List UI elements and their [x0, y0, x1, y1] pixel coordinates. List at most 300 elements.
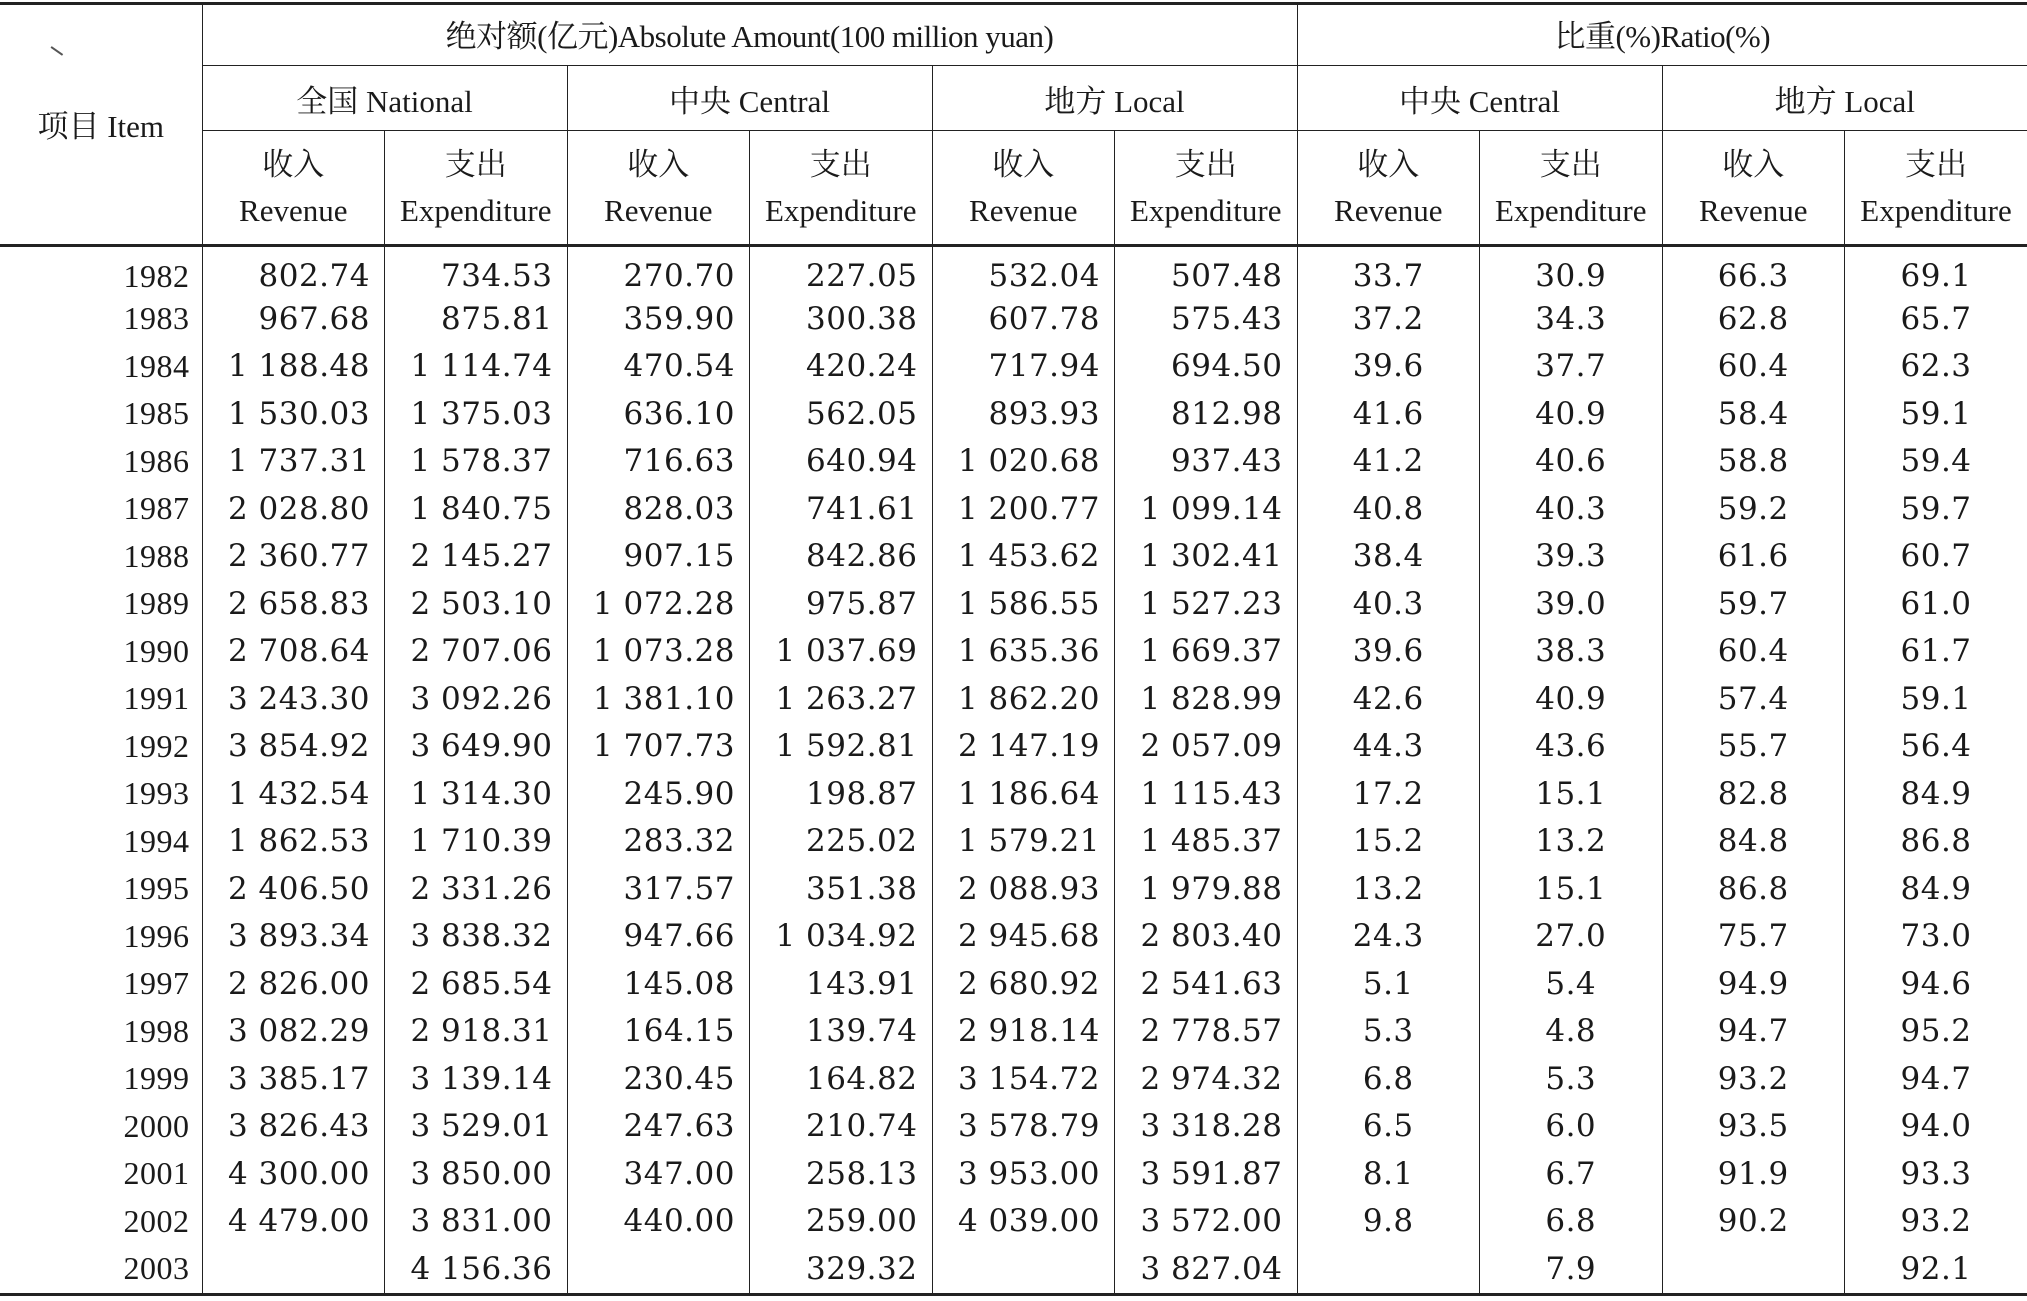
loc-rev-cell: 2 680.92	[932, 960, 1115, 1008]
year-cell: 2002	[0, 1198, 202, 1246]
table-row	[0, 628, 2027, 676]
nat-exp-cell: 1 710.39	[385, 818, 568, 866]
nat-exp-cell: 2 918.31	[385, 1008, 568, 1056]
expenditure-label-en: Expenditure	[1129, 192, 1282, 228]
year-cell: 1997	[0, 960, 202, 1008]
nat-rev-cell: 2 826.00	[202, 960, 385, 1008]
r-loc-exp-cell: 93.2	[1845, 1198, 2027, 1246]
r-cen-exp-cell: 40.9	[1480, 390, 1663, 438]
nat-rev-cell: 3 243.30	[202, 675, 385, 723]
header-row-1	[0, 2, 2027, 66]
cen-exp-cell: 143.91	[750, 960, 933, 1008]
cen-exp-cell: 1 592.81	[750, 723, 933, 771]
r-cen-rev-cell	[1297, 1245, 1480, 1294]
cen-rev-cell: 317.57	[567, 865, 750, 913]
cen-rev-cell: 440.00	[567, 1198, 750, 1246]
header-row-3	[0, 131, 2027, 246]
r-cen-rev-cell: 8.1	[1297, 1150, 1480, 1198]
nat-rev-cell: 4 479.00	[202, 1198, 385, 1246]
r-cen-rev-cell: 37.2	[1297, 295, 1480, 343]
nat-rev-cell: 1 737.31	[202, 438, 385, 486]
cen-rev-cell: 347.00	[567, 1150, 750, 1198]
loc-rev-cell: 532.04	[932, 246, 1115, 296]
r-loc-rev-cell: 84.8	[1662, 818, 1845, 866]
ratio-local-header: 地方 Local	[1662, 66, 2027, 131]
nat-rev-cell: 1 432.54	[202, 770, 385, 818]
loc-exp-cell: 1 669.37	[1115, 628, 1298, 676]
cen-exp-cell: 640.94	[750, 438, 933, 486]
table-body	[0, 246, 2027, 1295]
year-cell: 1998	[0, 1008, 202, 1056]
r-loc-exp-cell: 84.9	[1845, 770, 2027, 818]
table-row	[0, 1150, 2027, 1198]
r-cen-rev-cell: 33.7	[1297, 246, 1480, 296]
r-loc-exp-cell: 65.7	[1845, 295, 2027, 343]
header-row-2	[0, 66, 2027, 131]
r-cen-exp-cell: 37.7	[1480, 343, 1663, 391]
loc-exp-cell: 3 591.87	[1115, 1150, 1298, 1198]
table-row	[0, 818, 2027, 866]
cen-rev-cell: 716.63	[567, 438, 750, 486]
cen-rev-cell: 907.15	[567, 533, 750, 581]
r-cen-rev-cell: 5.1	[1297, 960, 1480, 1008]
nat-exp-cell: 1 114.74	[385, 343, 568, 391]
loc-exp-cell: 3 572.00	[1115, 1198, 1298, 1246]
r-cen-rev-cell: 40.8	[1297, 485, 1480, 533]
r-loc-rev-cell: 60.4	[1662, 628, 1845, 676]
year-cell: 1988	[0, 533, 202, 581]
r-cen-rev-cell: 13.2	[1297, 865, 1480, 913]
expenditure-label-en: Expenditure	[1860, 192, 2012, 228]
cen-exp-cell: 227.05	[750, 246, 933, 296]
nat-exp-cell: 2 685.54	[385, 960, 568, 1008]
nat-rev-cell: 2 708.64	[202, 628, 385, 676]
loc-exp-cell: 2 057.09	[1115, 723, 1298, 771]
table-row	[0, 960, 2027, 1008]
ratio-header: 比重(%)Ratio(%)	[1297, 2, 2027, 66]
cen-exp-cell: 842.86	[750, 533, 933, 581]
r-loc-exp-cell: 59.1	[1845, 390, 2027, 438]
r-loc-exp-cell: 61.7	[1845, 628, 2027, 676]
cen-exp-cell: 139.74	[750, 1008, 933, 1056]
r-loc-exp-cell: 94.6	[1845, 960, 2027, 1008]
r-cen-exp-cell: 38.3	[1480, 628, 1663, 676]
r-cen-exp-cell: 5.4	[1480, 960, 1663, 1008]
nat-exp-cell: 3 139.14	[385, 1055, 568, 1103]
loc-exp-cell: 1 979.88	[1115, 865, 1298, 913]
revenue-label-en: Revenue	[1699, 192, 1808, 228]
cen-rev-cell: 1 072.28	[567, 580, 750, 628]
cen-exp-cell: 225.02	[750, 818, 933, 866]
table-row	[0, 343, 2027, 391]
r-loc-rev-cell: 60.4	[1662, 343, 1845, 391]
nat-exp-cell: 2 707.06	[385, 628, 568, 676]
r-loc-exp-cell: 84.9	[1845, 865, 2027, 913]
r-cen-rev-cell: 24.3	[1297, 913, 1480, 961]
nat-exp-cell: 1 314.30	[385, 770, 568, 818]
r-loc-rev-cell: 62.8	[1662, 295, 1845, 343]
r-cen-exp-cell: 39.0	[1480, 580, 1663, 628]
revenue-label-en: Revenue	[239, 192, 348, 228]
year-cell: 1989	[0, 580, 202, 628]
nat-exp-cell: 1 375.03	[385, 390, 568, 438]
cen-rev-cell: 230.45	[567, 1055, 750, 1103]
r-loc-exp-cell: 95.2	[1845, 1008, 2027, 1056]
nat-exp-cell: 3 850.00	[385, 1150, 568, 1198]
table-row	[0, 913, 2027, 961]
expenditure-label-cn: 支出	[1539, 146, 1602, 182]
nat-rev-cell: 1 188.48	[202, 343, 385, 391]
local-expenditure-header	[1115, 131, 1298, 246]
r-loc-rev-cell: 75.7	[1662, 913, 1845, 961]
nat-exp-cell: 3 831.00	[385, 1198, 568, 1246]
nat-exp-cell: 2 503.10	[385, 580, 568, 628]
r-cen-exp-cell: 6.7	[1480, 1150, 1663, 1198]
r-loc-exp-cell: 59.7	[1845, 485, 2027, 533]
revenue-label-en: Revenue	[604, 192, 713, 228]
loc-rev-cell: 2 918.14	[932, 1008, 1115, 1056]
cen-rev-cell: 947.66	[567, 913, 750, 961]
national-expenditure-header	[385, 131, 568, 246]
loc-exp-cell: 3 827.04	[1115, 1245, 1298, 1294]
table-row	[0, 485, 2027, 533]
r-cen-rev-cell: 39.6	[1297, 628, 1480, 676]
revenue-label-en: Revenue	[1334, 192, 1443, 228]
national-header: 全国 National	[202, 66, 567, 131]
cen-exp-cell: 164.82	[750, 1055, 933, 1103]
nat-rev-cell: 2 360.77	[202, 533, 385, 581]
loc-rev-cell: 1 200.77	[932, 485, 1115, 533]
r-cen-rev-cell: 41.2	[1297, 438, 1480, 486]
ratio-central-header: 中央 Central	[1297, 66, 1662, 131]
expenditure-label-cn: 支出	[1905, 146, 1968, 182]
loc-rev-cell: 893.93	[932, 390, 1115, 438]
nat-exp-cell: 3 092.26	[385, 675, 568, 723]
cen-exp-cell: 329.32	[750, 1245, 933, 1294]
loc-exp-cell: 694.50	[1115, 343, 1298, 391]
nat-rev-cell: 2 406.50	[202, 865, 385, 913]
year-cell: 1986	[0, 438, 202, 486]
nat-rev-cell: 802.74	[202, 246, 385, 296]
year-cell: 2000	[0, 1103, 202, 1151]
r-loc-rev-cell: 58.4	[1662, 390, 1845, 438]
cen-rev-cell: 1 707.73	[567, 723, 750, 771]
r-loc-exp-cell: 62.3	[1845, 343, 2027, 391]
r-loc-exp-cell: 69.1	[1845, 246, 2027, 296]
expenditure-label-cn: 支出	[809, 146, 872, 182]
central-revenue-header	[567, 131, 750, 246]
cen-exp-cell: 351.38	[750, 865, 933, 913]
cen-exp-cell: 1 263.27	[750, 675, 933, 723]
year-cell: 1991	[0, 675, 202, 723]
loc-rev-cell: 1 579.21	[932, 818, 1115, 866]
national-revenue-header	[202, 131, 385, 246]
year-cell: 1995	[0, 865, 202, 913]
r-cen-rev-cell: 42.6	[1297, 675, 1480, 723]
r-cen-exp-cell: 4.8	[1480, 1008, 1663, 1056]
loc-rev-cell: 3 953.00	[932, 1150, 1115, 1198]
nat-rev-cell: 3 385.17	[202, 1055, 385, 1103]
r-loc-rev-cell: 61.6	[1662, 533, 1845, 581]
r-cen-rev-cell: 15.2	[1297, 818, 1480, 866]
ratio-local-expenditure-header	[1845, 131, 2027, 246]
r-cen-exp-cell: 6.0	[1480, 1103, 1663, 1151]
r-loc-exp-cell: 86.8	[1845, 818, 2027, 866]
table-row	[0, 675, 2027, 723]
loc-rev-cell: 3 578.79	[932, 1103, 1115, 1151]
r-cen-exp-cell: 39.3	[1480, 533, 1663, 581]
loc-rev-cell: 1 453.62	[932, 533, 1115, 581]
nat-rev-cell: 1 530.03	[202, 390, 385, 438]
loc-exp-cell: 812.98	[1115, 390, 1298, 438]
loc-rev-cell: 717.94	[932, 343, 1115, 391]
r-loc-rev-cell: 86.8	[1662, 865, 1845, 913]
loc-exp-cell: 937.43	[1115, 438, 1298, 486]
year-cell: 1996	[0, 913, 202, 961]
r-cen-exp-cell: 40.9	[1480, 675, 1663, 723]
loc-rev-cell: 607.78	[932, 295, 1115, 343]
local-revenue-header	[932, 131, 1115, 246]
r-loc-exp-cell: 59.1	[1845, 675, 2027, 723]
r-cen-exp-cell: 15.1	[1480, 770, 1663, 818]
loc-exp-cell: 1 302.41	[1115, 533, 1298, 581]
cen-rev-cell: 164.15	[567, 1008, 750, 1056]
cen-rev-cell: 470.54	[567, 343, 750, 391]
r-loc-exp-cell: 94.0	[1845, 1103, 2027, 1151]
nat-exp-cell: 875.81	[385, 295, 568, 343]
r-cen-exp-cell: 34.3	[1480, 295, 1663, 343]
table-row	[0, 533, 2027, 581]
r-loc-exp-cell: 94.7	[1845, 1055, 2027, 1103]
r-cen-exp-cell: 27.0	[1480, 913, 1663, 961]
loc-exp-cell: 1 485.37	[1115, 818, 1298, 866]
r-loc-exp-cell: 59.4	[1845, 438, 2027, 486]
year-cell: 2001	[0, 1150, 202, 1198]
revenue-label-cn: 收入	[627, 146, 690, 182]
expenditure-label-cn: 支出	[1174, 146, 1237, 182]
r-loc-rev-cell: 90.2	[1662, 1198, 1845, 1246]
loc-exp-cell: 2 541.63	[1115, 960, 1298, 1008]
loc-rev-cell: 1 635.36	[932, 628, 1115, 676]
year-cell: 1990	[0, 628, 202, 676]
year-cell: 1993	[0, 770, 202, 818]
r-loc-exp-cell: 92.1	[1845, 1245, 2027, 1294]
r-loc-rev-cell: 91.9	[1662, 1150, 1845, 1198]
cen-exp-cell: 562.05	[750, 390, 933, 438]
r-loc-rev-cell: 93.2	[1662, 1055, 1845, 1103]
loc-exp-cell: 507.48	[1115, 246, 1298, 296]
fiscal-table	[0, 2, 2027, 1296]
nat-exp-cell: 734.53	[385, 246, 568, 296]
year-cell: 1994	[0, 818, 202, 866]
loc-rev-cell: 4 039.00	[932, 1198, 1115, 1246]
r-cen-rev-cell: 44.3	[1297, 723, 1480, 771]
cen-rev-cell	[567, 1245, 750, 1294]
table-row	[0, 1245, 2027, 1294]
r-loc-rev-cell: 58.8	[1662, 438, 1845, 486]
r-loc-rev-cell: 94.9	[1662, 960, 1845, 1008]
loc-rev-cell: 1 020.68	[932, 438, 1115, 486]
nat-rev-cell	[202, 1245, 385, 1294]
year-cell: 2003	[0, 1245, 202, 1294]
loc-exp-cell: 2 803.40	[1115, 913, 1298, 961]
expenditure-label-en: Expenditure	[1494, 192, 1647, 228]
r-cen-rev-cell: 6.5	[1297, 1103, 1480, 1151]
year-cell: 1984	[0, 343, 202, 391]
r-cen-exp-cell: 40.6	[1480, 438, 1663, 486]
nat-exp-cell: 1 840.75	[385, 485, 568, 533]
nat-rev-cell: 4 300.00	[202, 1150, 385, 1198]
item-header: 项目 Item	[0, 2, 202, 246]
nat-rev-cell: 1 862.53	[202, 818, 385, 866]
r-cen-exp-cell: 40.3	[1480, 485, 1663, 533]
r-loc-rev-cell: 59.7	[1662, 580, 1845, 628]
table-row	[0, 865, 2027, 913]
revenue-label-cn: 收入	[1357, 146, 1420, 182]
ratio-central-expenditure-header	[1480, 131, 1663, 246]
ratio-local-revenue-header	[1662, 131, 1845, 246]
table-row	[0, 390, 2027, 438]
year-cell: 1999	[0, 1055, 202, 1103]
r-cen-exp-cell: 15.1	[1480, 865, 1663, 913]
cen-exp-cell: 300.38	[750, 295, 933, 343]
year-cell: 1985	[0, 390, 202, 438]
r-cen-rev-cell: 5.3	[1297, 1008, 1480, 1056]
cen-rev-cell: 270.70	[567, 246, 750, 296]
cen-exp-cell: 1 037.69	[750, 628, 933, 676]
cen-exp-cell: 198.87	[750, 770, 933, 818]
nat-rev-cell: 3 082.29	[202, 1008, 385, 1056]
loc-exp-cell: 1 115.43	[1115, 770, 1298, 818]
cen-rev-cell: 359.90	[567, 295, 750, 343]
cen-rev-cell: 1 073.28	[567, 628, 750, 676]
cen-exp-cell: 420.24	[750, 343, 933, 391]
loc-rev-cell: 3 154.72	[932, 1055, 1115, 1103]
r-loc-rev-cell	[1662, 1245, 1845, 1294]
cen-rev-cell: 145.08	[567, 960, 750, 1008]
loc-exp-cell: 1 099.14	[1115, 485, 1298, 533]
cen-rev-cell: 636.10	[567, 390, 750, 438]
r-cen-exp-cell: 13.2	[1480, 818, 1663, 866]
r-cen-rev-cell: 38.4	[1297, 533, 1480, 581]
loc-exp-cell: 1 527.23	[1115, 580, 1298, 628]
r-loc-exp-cell: 93.3	[1845, 1150, 2027, 1198]
nat-exp-cell: 2 331.26	[385, 865, 568, 913]
table-row	[0, 770, 2027, 818]
cen-exp-cell: 259.00	[750, 1198, 933, 1246]
table-row	[0, 1103, 2027, 1151]
loc-rev-cell	[932, 1245, 1115, 1294]
year-cell: 1992	[0, 723, 202, 771]
cen-rev-cell: 245.90	[567, 770, 750, 818]
loc-rev-cell: 1 862.20	[932, 675, 1115, 723]
nat-rev-cell: 967.68	[202, 295, 385, 343]
r-loc-rev-cell: 66.3	[1662, 246, 1845, 296]
r-loc-exp-cell: 60.7	[1845, 533, 2027, 581]
r-cen-exp-cell: 7.9	[1480, 1245, 1663, 1294]
loc-rev-cell: 2 088.93	[932, 865, 1115, 913]
nat-rev-cell: 3 826.43	[202, 1103, 385, 1151]
cen-exp-cell: 1 034.92	[750, 913, 933, 961]
nat-exp-cell: 2 145.27	[385, 533, 568, 581]
cen-exp-cell: 975.87	[750, 580, 933, 628]
table-row	[0, 1198, 2027, 1246]
r-loc-rev-cell: 93.5	[1662, 1103, 1845, 1151]
r-cen-exp-cell: 5.3	[1480, 1055, 1663, 1103]
nat-exp-cell: 3 529.01	[385, 1103, 568, 1151]
r-loc-rev-cell: 82.8	[1662, 770, 1845, 818]
r-loc-rev-cell: 59.2	[1662, 485, 1845, 533]
cen-exp-cell: 258.13	[750, 1150, 933, 1198]
r-loc-exp-cell: 61.0	[1845, 580, 2027, 628]
table-row	[0, 1055, 2027, 1103]
r-loc-rev-cell: 55.7	[1662, 723, 1845, 771]
revenue-label-cn: 收入	[992, 146, 1055, 182]
table-row	[0, 723, 2027, 771]
r-cen-rev-cell: 41.6	[1297, 390, 1480, 438]
nat-rev-cell: 2 028.80	[202, 485, 385, 533]
r-cen-rev-cell: 6.8	[1297, 1055, 1480, 1103]
cen-exp-cell: 741.61	[750, 485, 933, 533]
loc-rev-cell: 2 945.68	[932, 913, 1115, 961]
nat-exp-cell: 1 578.37	[385, 438, 568, 486]
nat-exp-cell: 3 838.32	[385, 913, 568, 961]
absolute-amount-header: 绝对额(亿元)Absolute Amount(100 million yuan)	[202, 2, 1297, 66]
nat-rev-cell: 2 658.83	[202, 580, 385, 628]
cen-rev-cell: 828.03	[567, 485, 750, 533]
r-loc-rev-cell: 57.4	[1662, 675, 1845, 723]
r-cen-exp-cell: 6.8	[1480, 1198, 1663, 1246]
expenditure-label-cn: 支出	[444, 146, 507, 182]
revenue-label-cn: 收入	[262, 146, 325, 182]
central-expenditure-header	[750, 131, 933, 246]
nat-exp-cell: 3 649.90	[385, 723, 568, 771]
table-row	[0, 580, 2027, 628]
r-cen-exp-cell: 43.6	[1480, 723, 1663, 771]
local-header: 地方 Local	[932, 66, 1297, 131]
nat-exp-cell: 4 156.36	[385, 1245, 568, 1294]
loc-exp-cell: 575.43	[1115, 295, 1298, 343]
nat-rev-cell: 3 893.34	[202, 913, 385, 961]
loc-rev-cell: 2 147.19	[932, 723, 1115, 771]
r-loc-exp-cell: 56.4	[1845, 723, 2027, 771]
cen-rev-cell: 1 381.10	[567, 675, 750, 723]
table-row	[0, 295, 2027, 343]
r-cen-rev-cell: 39.6	[1297, 343, 1480, 391]
table-row	[0, 1008, 2027, 1056]
loc-rev-cell: 1 186.64	[932, 770, 1115, 818]
revenue-label-cn: 收入	[1722, 146, 1785, 182]
cen-exp-cell: 210.74	[750, 1103, 933, 1151]
ratio-central-revenue-header	[1297, 131, 1480, 246]
loc-exp-cell: 3 318.28	[1115, 1103, 1298, 1151]
cen-rev-cell: 247.63	[567, 1103, 750, 1151]
r-loc-exp-cell: 73.0	[1845, 913, 2027, 961]
expenditure-label-en: Expenditure	[399, 192, 552, 228]
loc-exp-cell: 1 828.99	[1115, 675, 1298, 723]
r-cen-rev-cell: 9.8	[1297, 1198, 1480, 1246]
revenue-label-en: Revenue	[969, 192, 1078, 228]
table-row	[0, 246, 2027, 296]
loc-rev-cell: 1 586.55	[932, 580, 1115, 628]
year-cell: 1983	[0, 295, 202, 343]
central-header: 中央 Central	[567, 66, 932, 131]
cen-rev-cell: 283.32	[567, 818, 750, 866]
r-cen-rev-cell: 17.2	[1297, 770, 1480, 818]
table-row	[0, 438, 2027, 486]
nat-rev-cell: 3 854.92	[202, 723, 385, 771]
loc-exp-cell: 2 974.32	[1115, 1055, 1298, 1103]
